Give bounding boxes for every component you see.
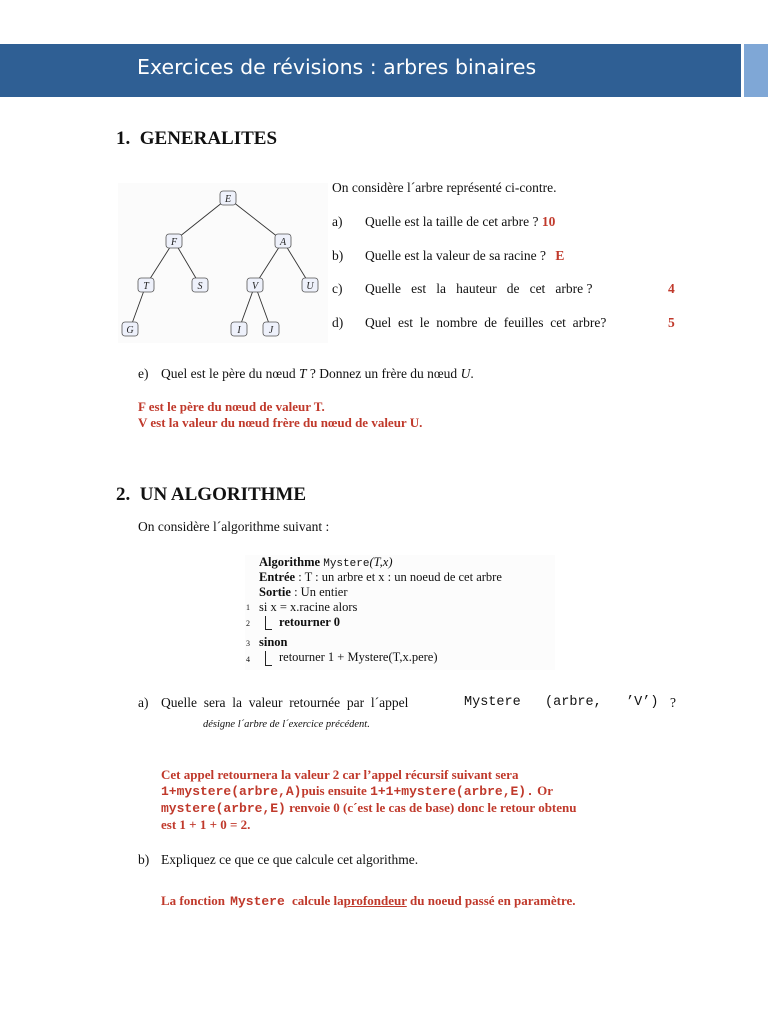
algo-line-number: 3 [246, 639, 250, 648]
tree-label-G: G [126, 325, 134, 336]
answer-text: calcule la [292, 893, 344, 908]
tree-label-U: U [306, 281, 314, 292]
answer-text: Or [537, 783, 554, 798]
question-letter: c) [332, 281, 343, 296]
algo-keyword: Entrée [259, 570, 296, 584]
question-a [365, 214, 555, 230]
answer-e-line-1: F est le père du nœud de valeur T. [138, 399, 325, 414]
section-2-intro: On considère l´algorithme suivant : [138, 519, 330, 534]
algorithm-box [245, 555, 555, 670]
node-T: T [298, 366, 307, 381]
section-1-heading: 1. GENERALITES [116, 128, 278, 149]
node-U: U [460, 366, 471, 381]
answer-size: 10 [541, 214, 556, 229]
binary-tree-figure [118, 183, 328, 343]
question-text: Quel est le nombre de feuilles cet arbre? [365, 315, 607, 330]
question-letter: e) [138, 366, 149, 381]
section-1-intro: On considère l´arbre représenté ci-contre. [332, 180, 557, 195]
question-text: Quel est le père du nœud [161, 366, 299, 381]
code-snippet: 1+1+mystere(arbre,E). [370, 784, 534, 799]
algo-text: : T : un arbre et x : un noeud de cet arbre [295, 570, 502, 584]
underlined-word: profondeur [343, 893, 407, 908]
question-letter: b) [138, 852, 150, 867]
question-letter: a) [138, 695, 149, 710]
answer-root: E [555, 248, 565, 263]
question-text: Expliquez ce que ce que calcule cet algorithme. [161, 852, 419, 867]
answer-a-line-4: est 1 + 1 + 0 = 2. [161, 817, 251, 832]
question-letter: a) [332, 214, 343, 229]
question-text: Quelle sera la valeur retournée par l´appel [161, 695, 409, 710]
code-call: Mystere (arbre, ’V’) [464, 695, 659, 710]
question-text: Quelle est la taille de cet arbre ? [365, 214, 539, 229]
question-letter: d) [332, 315, 344, 330]
question-end: ? [670, 695, 676, 710]
algo-line-2: retourner 0 [279, 615, 340, 629]
answer-height: 4 [668, 281, 675, 296]
tree-label-S: S [197, 281, 203, 292]
tree-diagram [118, 183, 328, 343]
algo-text: : Un entier [290, 585, 348, 599]
code-snippet: 1+mystere(arbre,A) [161, 784, 302, 799]
answer-leaves: 5 [668, 315, 675, 330]
algo-line-number: 4 [246, 655, 250, 664]
question-letter: b) [332, 248, 344, 263]
question-text: ? Donnez un frère du nœud [306, 366, 461, 381]
tree-label-V: V [251, 281, 259, 292]
algo-entree [259, 570, 502, 585]
algo-block-bar [265, 651, 272, 666]
tree-label-J: J [268, 325, 274, 336]
algo-title [259, 555, 392, 570]
algo-line-number: 1 [246, 603, 250, 612]
algo-line-3: sinon [259, 635, 288, 649]
code-snippet: mystere(arbre,E) [161, 801, 286, 816]
algo-line-1: si x = x.racine alors [259, 600, 358, 614]
algo-line-4: retourner 1 + Mystere(T,x.pere) [279, 650, 438, 664]
algo-sortie [259, 585, 348, 600]
algo-line-number: 2 [246, 619, 250, 628]
algo-name: Mystere [323, 558, 370, 570]
tree-label-I: I [237, 325, 241, 336]
question-b [365, 248, 564, 264]
answer-text: La fonction [161, 893, 225, 908]
tree-label-F: F [170, 237, 178, 248]
question-e [161, 366, 474, 382]
section-2-heading: 2. UN ALGORITHME [116, 484, 307, 505]
answer-a-line-1: Cet appel retournera la valeur 2 car l’appel récursif suivant sera [161, 767, 519, 782]
algo-keyword: Sortie [259, 585, 291, 599]
banner-accent [744, 44, 768, 97]
tree-label-E: E [224, 194, 232, 205]
answer-a-line-3 [161, 800, 576, 817]
answer-a-line-2 [161, 783, 553, 800]
footnote: désigne l´arbre de l´exercice précédent. [203, 719, 370, 730]
answer-text: renvoie 0 (c´est le cas de base) donc le retour obtenu [289, 800, 577, 815]
algo-block-bar [265, 616, 272, 630]
page-title: Exercices de révisions : arbres binaires [137, 55, 537, 79]
question-text: Quelle est la valeur de sa racine ? [365, 248, 547, 263]
answer-text: puis ensuite [301, 783, 367, 798]
tree-label-A: A [279, 237, 287, 248]
question-text: Quelle est la hauteur de cet arbre ? [365, 281, 593, 296]
question-text: . [470, 366, 474, 381]
answer-text: du noeud passé en paramètre. [410, 893, 576, 908]
algo-keyword: Algorithme [259, 555, 321, 569]
answer-b [161, 893, 576, 910]
answer-e-line-2: V est la valeur du nœud frère du nœud de valeur U. [138, 415, 423, 430]
tree-label-T: T [143, 281, 149, 292]
algo-args: (T,x) [369, 555, 393, 569]
code-snippet: Mystere [230, 894, 285, 909]
